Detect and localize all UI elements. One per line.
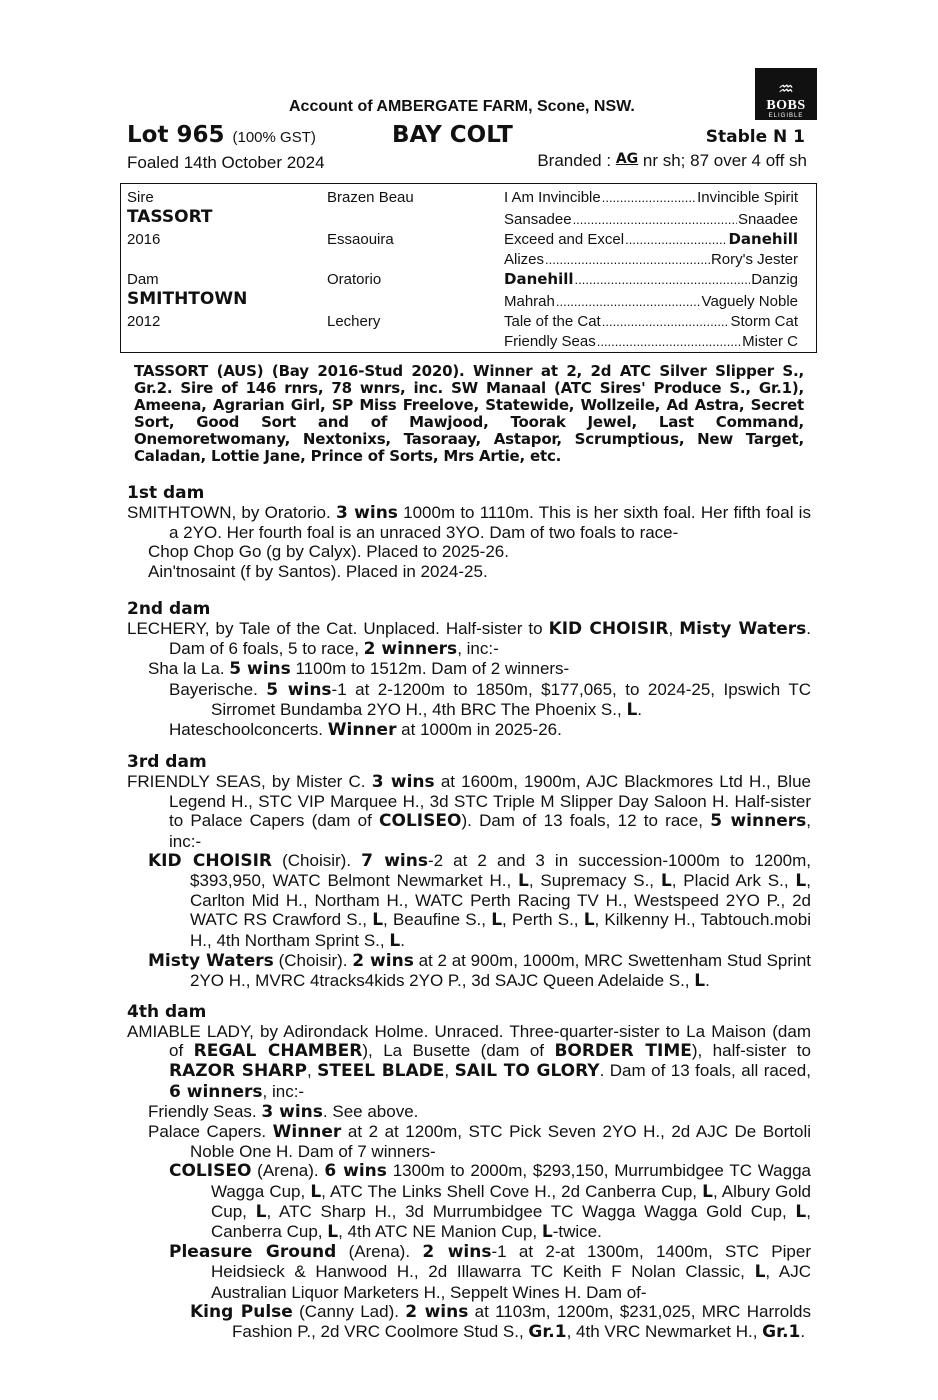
section-heading: 3rd dam: [127, 752, 207, 772]
sex-colour: BAY COLT: [392, 122, 513, 148]
leader-dots: [573, 210, 737, 229]
logo-line2: ELIGIBLE: [768, 113, 804, 119]
offspring-entry: KID CHOISIR (Choisir). 7 wins-2 at 2 and 3 in succession-1000m to 1200m, $393,950, WATC Belmont Newmarket H., L, Supremacy S., L, Placid Ark S., L, Carlton Mid H., Northam H., WATC Perth Racing TV H., Westspeed 2YO P., 2d WATC RS Crawford S., L, Beaufine S., L, Perth S., L, Kilkenny H., Tabtouch.mobi H., 4th Northam Sprint S., L.: [148, 850, 812, 951]
offspring-entry: COLISEO (Arena). 6 wins 1300m to 2000m, $293,150, Murrumbidgee TC Wagga Wagga Cup, L, ATC The Links Shell Cove H., 2d Canberra Cup, L, Albury Gold Cup, L, ATC Sharp H., 3d Murrumbidgee TC Wagga Wagga Gold Cup, L, Canberra Cup, L, 4th ATC NE Manion Cup, L-twice.: [169, 1161, 811, 1243]
offspring-entry: Friendly Seas. 3 wins. See above.: [148, 1101, 419, 1122]
leader-dots: [575, 270, 751, 289]
dam-sire: Oratorio: [327, 271, 382, 288]
second-dam-section: [127, 600, 811, 740]
offspring-entry: Pleasure Ground (Arena). 2 wins-1 at 2-at 1300m, 1400m, STC Piper Heidsieck & Hanwood H., 2d Illawarra TC Keith F Nolan Classic, L, AJC Australian Liquor Marketers H., Seppelt Wines H. Dam of-: [169, 1242, 811, 1302]
offspring-entry: Bayerische. 5 wins-1 at 2-1200m to 1850m, $177,065, to 2024-25, Ipswich TC Sirromet Bundamba 2YO H., 4th BRC The Phoenix S., L.: [169, 679, 811, 720]
leader-dots: [602, 312, 730, 331]
offspring-entry: King Pulse (Canny Lad). 2 wins at 1103m, 1200m, $231,025, MRC Harrolds Fashion P., 2d VRC Coolmore Stud S., Gr.1, 4th VRC Newmarket H., Gr.1.: [190, 1301, 811, 1343]
bobs-eligible-logo: [755, 68, 817, 120]
dam-name: SMITHTOWN: [127, 289, 248, 309]
dam-paragraph: FRIENDLY SEAS, by Mister C. 3 wins at 1600m, 1900m, AJC Blackmores Ltd H., Blue Legend H., STC VIP Marquee H., 3d STC Triple M Slipper Day Saloon H. Half-sister to Palace Capers (dam of COLISEO). Dam of 13 foals, 12 to race, 5 winners, inc:-: [127, 772, 811, 851]
offspring-entry: Sha la La. 5 wins 1100m to 1512m. Dam of 2 winners-: [148, 659, 570, 680]
dam-year: 2012: [127, 313, 161, 330]
ancestor-row: Danehill ..... Danzig: [504, 270, 798, 289]
offspring-entry: Chop Chop Go (g by Calyx). Placed to 2025-26.: [148, 542, 509, 562]
sire-name: TASSORT: [127, 207, 213, 227]
third-dam-section: [127, 753, 811, 991]
dam-label: Dam: [127, 271, 159, 288]
section-heading: 2nd dam: [127, 599, 211, 619]
ancestor-row: Exceed and Excel ..... Danehill: [504, 230, 798, 249]
leader-dots: [545, 250, 710, 269]
leader-dots: [602, 188, 696, 207]
ancestor-row: Mahrah ..... Vaguely Noble: [504, 292, 798, 311]
leader-dots: [625, 230, 727, 249]
offspring-entry: Palace Capers. Winner at 2 at 1200m, STC Pick Seven 2YO H., 2d AJC De Bortoli Noble One H. Dam of 7 winners-: [148, 1122, 812, 1162]
offspring-entry: Hateschoolconcerts. Winner at 1000m in 2025-26.: [169, 720, 562, 741]
fourth-dam-section: [127, 1003, 811, 1342]
dam-dam: Lechery: [327, 313, 381, 330]
sire-label: Sire: [127, 189, 154, 206]
sire-dam: Essaouira: [327, 231, 394, 248]
offspring-entry: Misty Waters (Choisir). 2 wins at 2 at 900m, 1000m, MRC Swettenham Stud Sprint 2YO H., MVRC 4tracks4kids 2YO P., 3d SAJC Queen Adelaide S., L.: [148, 950, 811, 992]
dam-paragraph: LECHERY, by Tale of the Cat. Unplaced. Half-sister to KID CHOISIR, Misty Waters. Dam of 6 foals, 5 to race, 2 winners, inc:-: [127, 619, 812, 660]
lot-header: [127, 122, 811, 150]
first-dam-section: [127, 484, 811, 581]
stable-location: Stable N 1: [705, 127, 805, 147]
pedigree-table: [120, 183, 817, 353]
dam-paragraph: AMIABLE LADY, by Adirondack Holme. Unraced. Three-quarter-sister to La Maison (dam of REGAL CHAMBER), La Busette (dam of BORDER TIME), half-sister to RAZOR SHARP, STEEL BLADE, SAIL TO GLORY. Dam of 13 foals, all raced, 6 winners, inc:-: [127, 1022, 811, 1102]
sire-sire: Brazen Beau: [327, 189, 414, 206]
logo-line1: BOBS: [766, 98, 806, 113]
leader-dots: [597, 332, 741, 351]
ancestor-row: Friendly Seas ..... Mister C: [504, 332, 798, 351]
vendor-account: Account of AMBERGATE FARM, Scone, NSW.: [289, 98, 635, 115]
offspring-entry: Ain'tnosaint (f by Santos). Placed in 2024-25.: [148, 561, 488, 581]
gst-note: (100% GST): [232, 129, 316, 146]
foaled-date: Foaled 14th October 2024: [127, 153, 325, 172]
ancestor-row: Alizes ..... Rory's Jester: [504, 250, 798, 269]
leader-dots: [556, 292, 701, 311]
branded-info: Branded : AG nr sh; 87 over 4 off sh: [537, 151, 807, 170]
section-heading: 4th dam: [127, 1002, 207, 1022]
dam-paragraph: SMITHTOWN, by Oratorio. 3 wins 1000m to 1110m. This is her sixth foal. Her fifth foal is a 2YO. Her fourth foal is an unraced 3YO. Dam of two foals to race-: [127, 503, 811, 543]
brand-mark: AG: [615, 151, 639, 167]
sire-year: 2016: [127, 231, 161, 248]
sire-summary: TASSORT (AUS) (Bay 2016-Stud 2020). Winner at 2, 2d ATC Silver Slipper S., Gr.2. Sire of 146 rnrs, 78 wnrs, inc. SW Manaal (ATC Sires' Produce S., Gr.1), Ameena, Agrarian Girl, SP Miss Freelove, Statewide, Wollzeile, Ad Astra, Secret Sort, Good Sort and of Mawjood, Toorak Jewel, Last Command, Onemoretwomany, Nextonixs, Tasoraay, Astapor, Scrumptious, New Target, Caladan, Lottie Jane, Prince of Sorts, Mrs Artie, etc.: [134, 362, 804, 465]
ancestor-row: Sansadee ..... Snaadee: [504, 210, 798, 229]
ancestor-row: I Am Invincible ..... Invincible Spirit: [504, 188, 798, 207]
lot-number: Lot 965 (100% GST): [127, 122, 316, 148]
section-heading: 1st dam: [127, 483, 205, 503]
horse-icon: ♒: [777, 79, 795, 99]
ancestor-row: Tale of the Cat ..... Storm Cat: [504, 312, 798, 331]
